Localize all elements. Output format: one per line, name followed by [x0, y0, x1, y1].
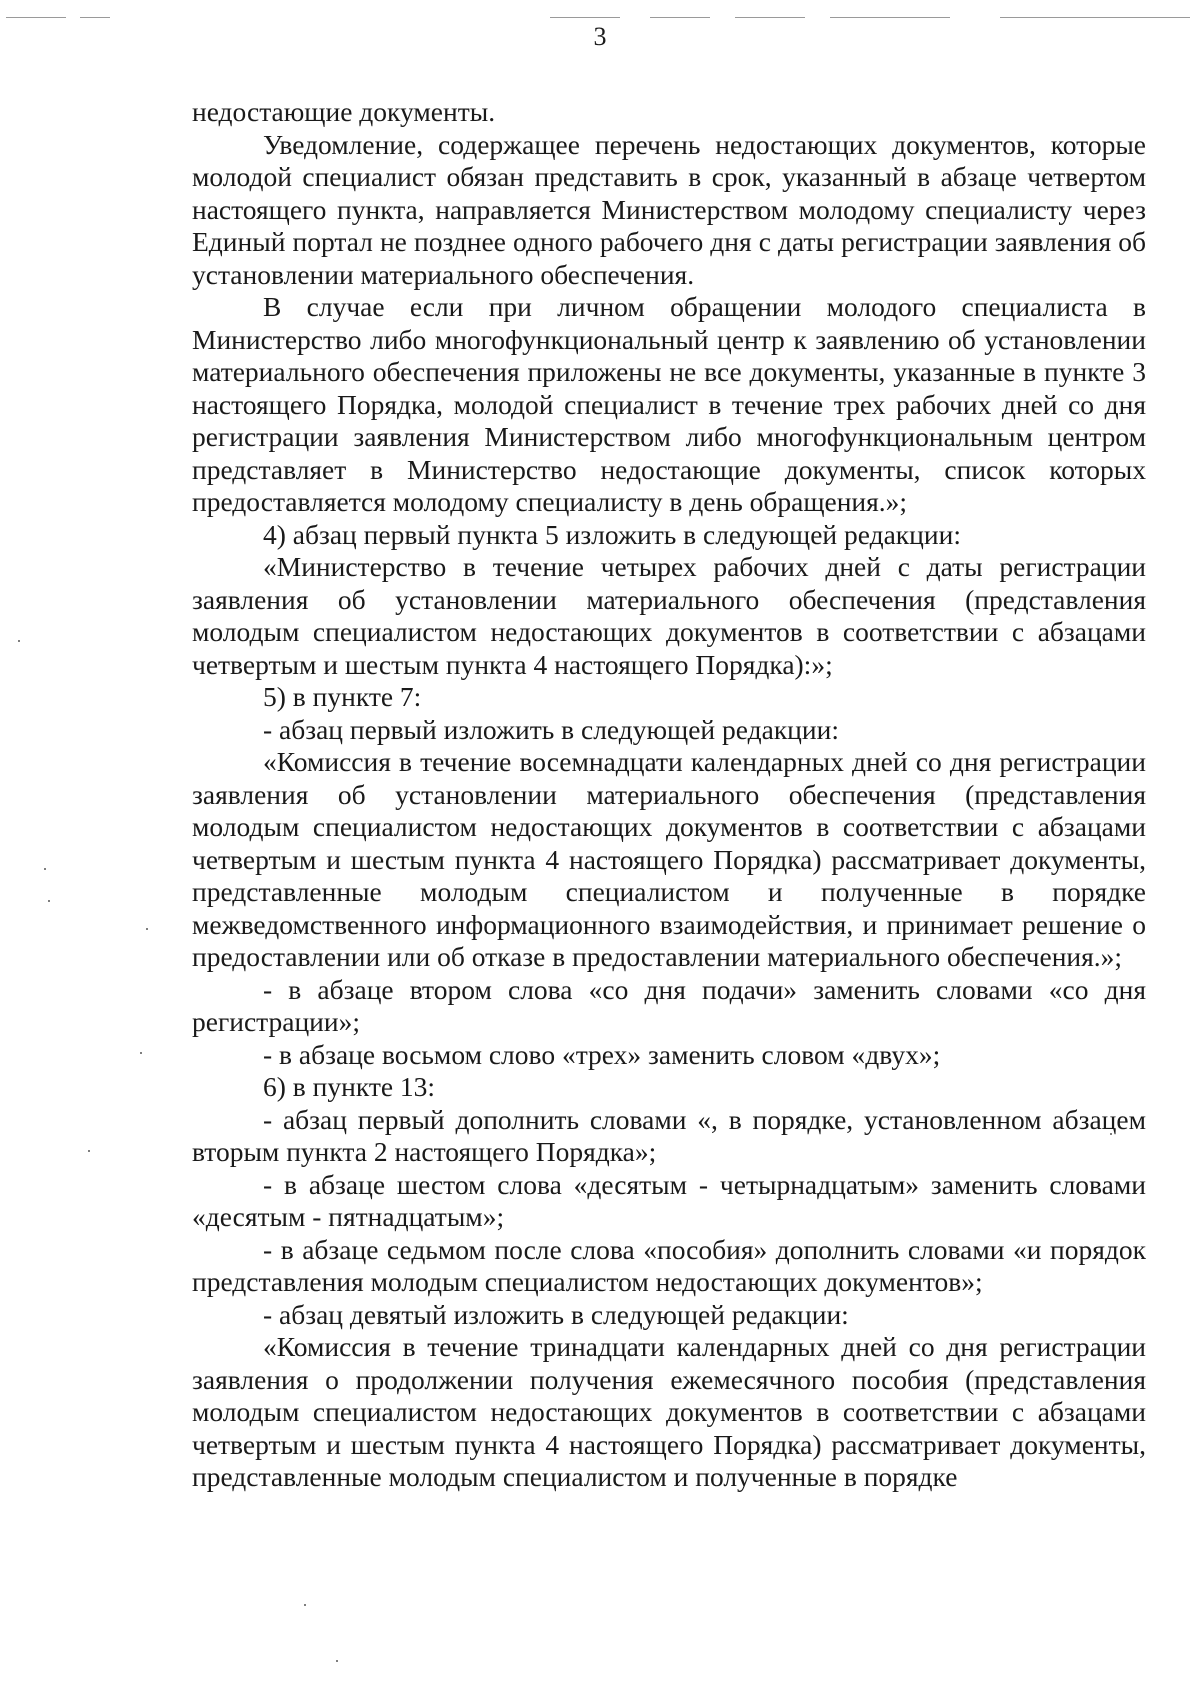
scan-artifact	[80, 17, 110, 18]
scan-artifact	[830, 17, 950, 18]
scan-speck	[88, 1150, 90, 1152]
scan-speck	[140, 1052, 142, 1054]
scan-speck	[146, 928, 148, 930]
scan-artifact	[550, 17, 620, 18]
scan-artifact	[6, 17, 66, 18]
paragraph: «Комиссия в течение тринадцати календарных дней со дня регистрации заявления о продолжении получения ежемесячного пособия (представления молодым специалистом недостающих документов в соответствии с абзацами четвертым и шестым пункта 4 настоящего Порядка) рассматривает документы, представленные молодым специалистом и полученные в порядке	[192, 1331, 1146, 1492]
scan-speck	[336, 1660, 338, 1662]
paragraph: - в абзаце восьмом слово «трех» заменить словом «двух»;	[263, 1038, 941, 1070]
scan-artifact	[735, 17, 805, 18]
paragraph: 4) абзац первый пункта 5 изложить в следующей редакции:	[263, 518, 961, 550]
page-number: 3	[593, 22, 607, 51]
paragraph: В случае если при личном обращении молодого специалиста в Министерство либо многофункциональный центр к заявлению об установлении материального обеспечения приложены не все документы, указанные в пункте 3 настоящего Порядка, молодой специалист в течение трех рабочих дней со дня регистрации заявления Министерством либо многофункциональным центром представляет в Министерство недостающие документы, список которых предоставляется молодому специалисту в день обращения.»;	[192, 291, 1146, 517]
paragraph: - в абзаце седьмом после слова «пособия» дополнить словами «и порядок представления молодым специалистом недостающих документов»;	[192, 1233, 1146, 1297]
scan-artifact	[650, 17, 710, 18]
paragraph: - абзац первый изложить в следующей редакции:	[263, 713, 839, 745]
scan-speck	[18, 640, 20, 642]
scan-artifact	[1000, 17, 1190, 18]
paragraph: 5) в пункте 7:	[263, 681, 422, 712]
paragraph: Уведомление, содержащее перечень недостающих документов, которые молодой специалист обязан представить в срок, указанный в абзаце четвертом настоящего пункта, направляется Министерством молодому специалисту через Единый портал не позднее одного рабочего дня с даты регистрации заявления об установлении материального обеспечения.	[192, 128, 1146, 290]
paragraph: недостающие документы.	[192, 96, 496, 127]
paragraph: 6) в пункте 13:	[263, 1071, 436, 1102]
scan-speck	[48, 900, 50, 902]
paragraph: «Комиссия в течение восемнадцати календарных дней со дня регистрации заявления об установлении материального обеспечения (представления молодым специалистом недостающих документов в соответствии с абзацами четвертым и шестым пункта 4 настоящего Порядка) рассматривает документы, представленные молодым специалистом и полученные в порядке межведомственного информационного взаимодействия, и принимает решение о предоставлении или об отказе в предоставлении материального обеспечения.»;	[192, 746, 1146, 972]
paragraph: - абзац первый дополнить словами «, в порядке, установленном абзацем вторым пункта 2 настоящего Порядка»;	[192, 1103, 1146, 1167]
scan-speck	[44, 868, 46, 870]
paragraph: - в абзаце втором слова «со дня подачи» заменить словами «со дня регистрации»;	[192, 973, 1146, 1037]
paragraph: «Министерство в течение четырех рабочих дней с даты регистрации заявления об установлении материального обеспечения (представления молодым специалистом недостающих документов в соответствии с абзацами четвертым и шестым пункта 4 настоящего Порядка):»;	[192, 551, 1146, 680]
scan-speck	[304, 1604, 306, 1606]
paragraph: - в абзаце шестом слова «десятым - четырнадцатым» заменить словами «десятым - пятнадцатым»;	[192, 1168, 1146, 1232]
document-body	[192, 96, 1146, 1494]
paragraph: - абзац девятый изложить в следующей редакции:	[263, 1298, 849, 1330]
